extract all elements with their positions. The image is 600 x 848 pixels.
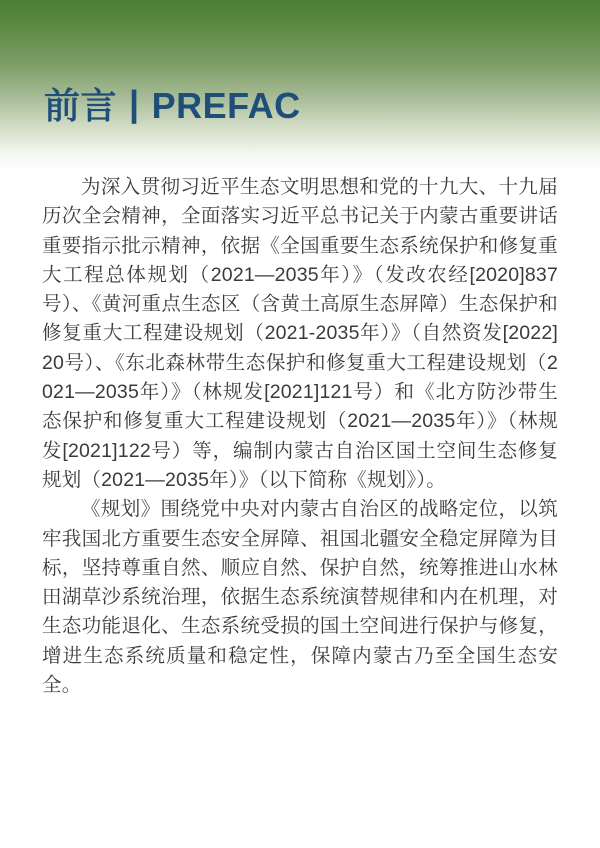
title-separator: | — [129, 83, 140, 124]
preface-content — [0, 170, 600, 700]
page-title — [44, 84, 301, 127]
preface-paragraph-2: 《规划》围绕党中央对内蒙古自治区的战略定位，以筑牢我国北方重要生态安全屏障、祖国北疆安全稳定屏障为目标，坚持尊重自然、顺应自然、保护自然，统筹推进山水林田湖草沙系统治理，依据生态系统演替规律和内在机理，对生态功能退化、生态系统受损的国土空间进行保护与修复，增进生态系统质量和稳定性，保障内蒙古乃至全国生态安全。 — [42, 498, 558, 697]
page-title-en: PREFAC — [151, 85, 301, 126]
preface-paragraph-1: 为深入贯彻习近平生态文明思想和党的十九大、十九届历次全会精神，全面落实习近平总书记关于内蒙古重要讲话重要指示批示精神，依据《全国重要生态系统保护和修复重大工程总体规划（2021—2035年）》（发改农经[2020]837号）、《黄河重点生态区（含黄土高原生态屏障）生态保护和修复重大工程建设规划（2021-2035年）》（自然资发[2022]20号）、《东北森林带生态保护和修复重大工程建设规划（2021—2035年）》（林规发[2021]121号）和《北方防沙带生态保护和修复重大工程建设规划（2021—2035年）》（林规发[2021]122号）等，编制内蒙古自治区国土空间生态修复规划（2021—2035年）》（以下简称《规划》）。 — [42, 176, 558, 491]
page-title-zh: 前言 — [44, 85, 118, 126]
header-banner — [0, 0, 600, 170]
